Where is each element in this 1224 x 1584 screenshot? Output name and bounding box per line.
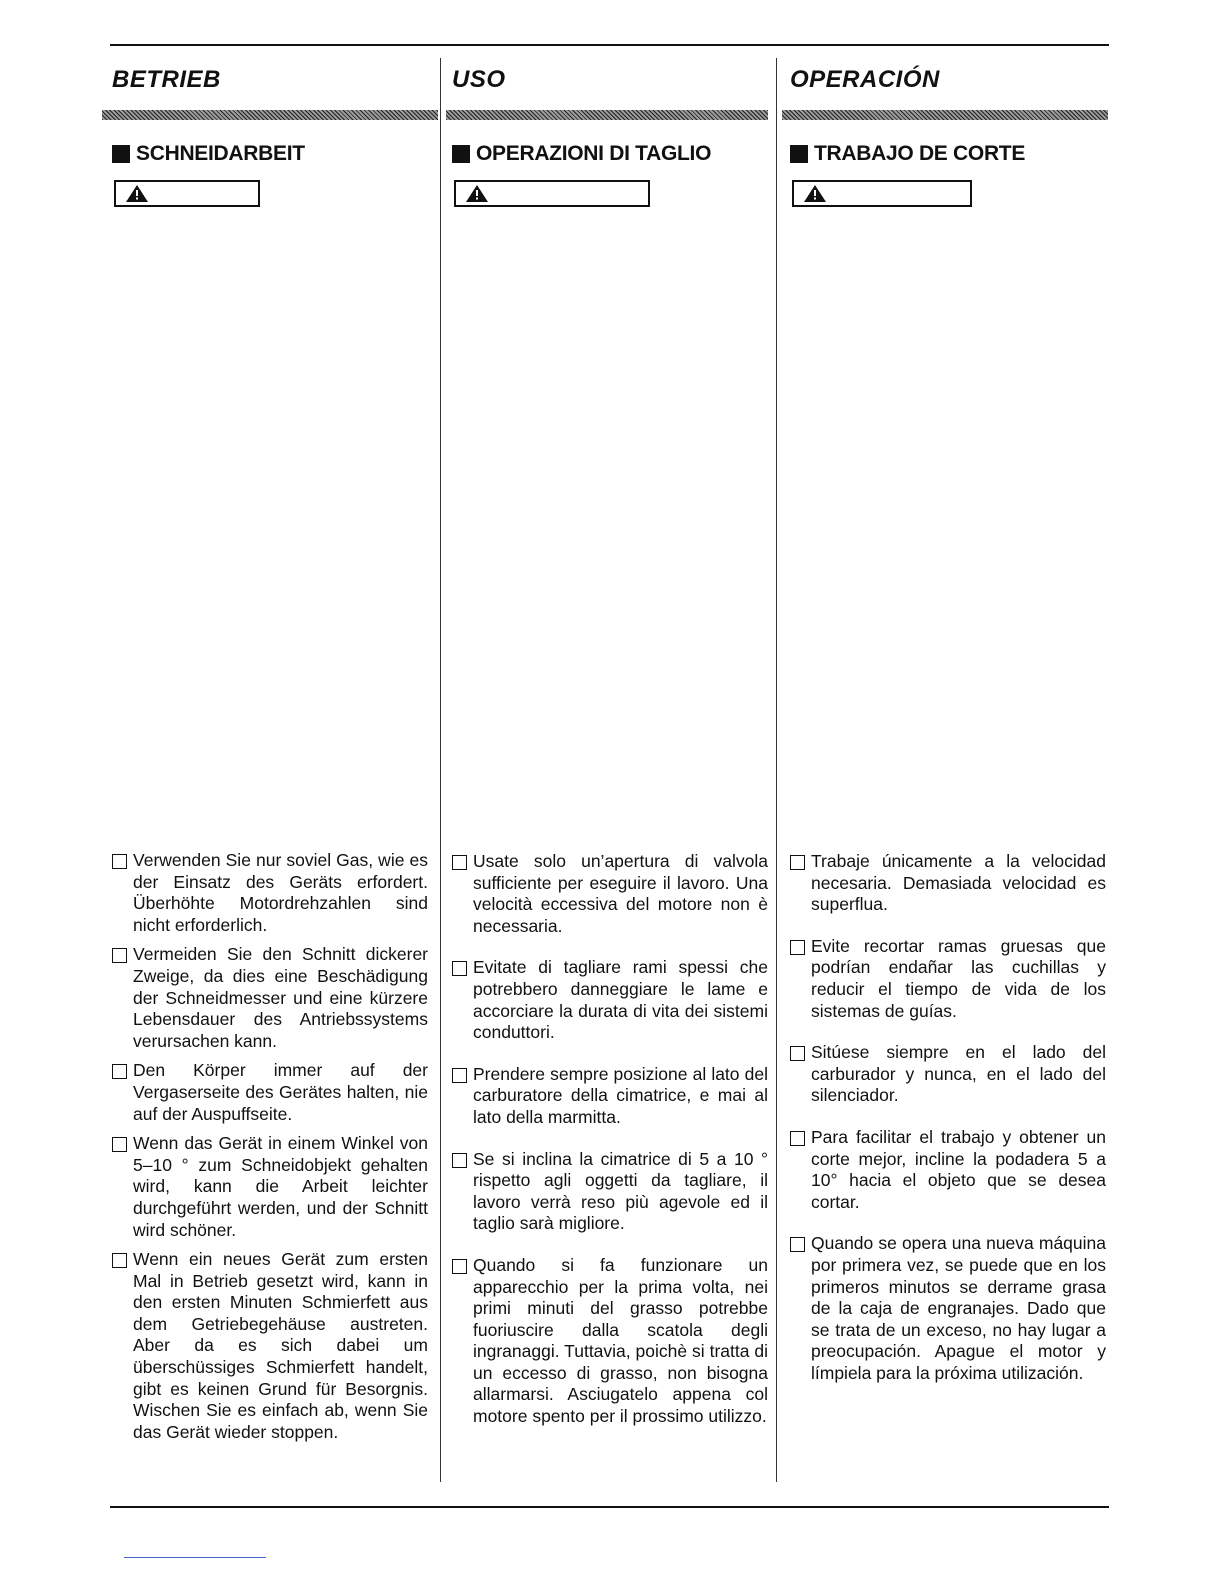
hatched-bar xyxy=(102,110,438,120)
section-heading xyxy=(790,142,1116,166)
square-bullet-icon xyxy=(112,145,130,163)
section-title: SCHNEIDARBEIT xyxy=(136,142,305,165)
list-item: Quando se opera una nueva máquina por primera vez, se puede que en los primeros minutos se derrame grasa de la caja de engranajes. Dado que se trata de un exceso, no hay lugar a preocupación. Apague el motor y límpiela para la próxima utilización. xyxy=(786,1233,1106,1384)
checkbox-icon xyxy=(112,854,127,869)
checkbox-icon xyxy=(452,1153,467,1168)
checkbox-icon xyxy=(790,1237,805,1252)
list-item: Quando si fa funzionare un apparecchio per la prima volta, nei primi minuti del grasso potrebbe fuoriuscire dalla scatola degli ingranaggi. Tuttavia, poichè si tratta di un eccesso di grasso, non bisogna allarmarsi. Asciugatelo appena col motore spento per il prossimo utilizzo. xyxy=(448,1255,768,1428)
section-title: OPERAZIONI DI TAGLIO xyxy=(476,142,712,165)
list-item: Vermeiden Sie den Schnitt dickerer Zweige, da dies eine Beschädigung der Schneidmesser und eine kürzere Lebensdauer des Antriebssystems verursachen kann. xyxy=(108,944,428,1052)
list-item: Evitate di tagliare rami spessi che potrebbero danneggiare le lame e accorciare la durata di vita dei sistemi conduttori. xyxy=(448,957,768,1043)
checkbox-icon xyxy=(790,940,805,955)
column-title: USO xyxy=(452,66,506,93)
column-divider xyxy=(440,58,441,1482)
column-spanish xyxy=(786,58,1116,1383)
list-item: Den Körper immer auf der Vergaserseite des Gerätes halten, nie auf der Auspuffseite. xyxy=(108,1060,428,1125)
square-bullet-icon xyxy=(452,145,470,163)
warning-box xyxy=(792,180,972,207)
list-item: Wenn das Gerät in einem Winkel von 5–10 ° zum Schneidobjekt gehalten wird, kann die Arbeit leichter durchgeführt werden, und der Schnitt wird schöner. xyxy=(108,1133,428,1241)
checkbox-icon xyxy=(452,855,467,870)
section-heading xyxy=(452,142,778,166)
warning-triangle-icon xyxy=(126,185,148,202)
checkbox-icon xyxy=(112,948,127,963)
list-item: Para facilitar el trabajo y obtener un corte mejor, incline la podadera 5 a 10° hacia el objeto que se desea cortar. xyxy=(786,1127,1106,1213)
hatched-bar xyxy=(782,110,1108,120)
list-item: Prendere sempre posizione al lato del carburatore della cimatrice, e mai al lato della marmitta. xyxy=(448,1064,768,1129)
list-item: Sitúese siempre en el lado del carburador y nunca, en el lado del silenciador. xyxy=(786,1042,1106,1107)
list-item: Trabaje únicamente a la velocidad necesaria. Demasiada velocidad es superflua. xyxy=(786,851,1106,916)
column-german xyxy=(108,58,438,1442)
top-rule xyxy=(110,44,1109,46)
instruction-list xyxy=(786,851,1106,1392)
checkbox-icon xyxy=(112,1253,127,1268)
column-title: BETRIEB xyxy=(112,66,221,93)
list-item: Verwenden Sie nur soviel Gas, wie es der Einsatz des Geräts erfordert. Überhöhte Motordrehzahlen sind nicht erforderlich. xyxy=(108,850,428,936)
checkbox-icon xyxy=(112,1064,127,1079)
instruction-list xyxy=(108,850,428,1451)
checkbox-icon xyxy=(790,1131,805,1146)
column-title: OPERACIÓN xyxy=(790,66,940,93)
checkbox-icon xyxy=(452,961,467,976)
warning-triangle-icon xyxy=(466,185,488,202)
list-item: Se si inclina la cimatrice di 5 a 10 ° rispetto agli oggetti da tagliare, il lavoro verrà reso più agevole ed il taglio sarà migliore. xyxy=(448,1149,768,1235)
column-italian xyxy=(448,58,778,1427)
checkbox-icon xyxy=(790,1046,805,1061)
list-item: Wenn ein neues Gerät zum ersten Mal in Betrieb gesetzt wird, kann in den ersten Minuten Schmierfett aus dem Getriebegehäuse austreten. Aber da es sich dabei um überschüssiges Schmierfett handelt, gibt es keinen Grund für Besorgnis. Wischen Sie es einfach ab, wenn Sie das Gerät wieder stoppen. xyxy=(108,1249,428,1443)
hatched-bar xyxy=(446,110,768,120)
square-bullet-icon xyxy=(790,145,808,163)
list-item: Usate solo un’apertura di valvola sufficiente per eseguire il lavoro. Una velocità eccessiva del motore non è necessaria. xyxy=(448,851,768,937)
warning-box xyxy=(454,180,650,207)
warning-triangle-icon xyxy=(804,185,826,202)
checkbox-icon xyxy=(452,1259,467,1274)
warning-box xyxy=(114,180,260,207)
section-title: TRABAJO DE CORTE xyxy=(814,142,1026,165)
section-heading xyxy=(112,142,438,166)
checkbox-icon xyxy=(790,855,805,870)
bottom-rule xyxy=(110,1506,1109,1508)
checkbox-icon xyxy=(112,1137,127,1152)
checkbox-icon xyxy=(452,1068,467,1083)
column-divider xyxy=(776,58,777,1482)
list-item: Evite recortar ramas gruesas que podrían endañar las cuchillas y reducir el tiempo de vida de los sistemas de guías. xyxy=(786,936,1106,1022)
instruction-list xyxy=(448,851,768,1436)
footer-link-underline xyxy=(124,1557,266,1558)
